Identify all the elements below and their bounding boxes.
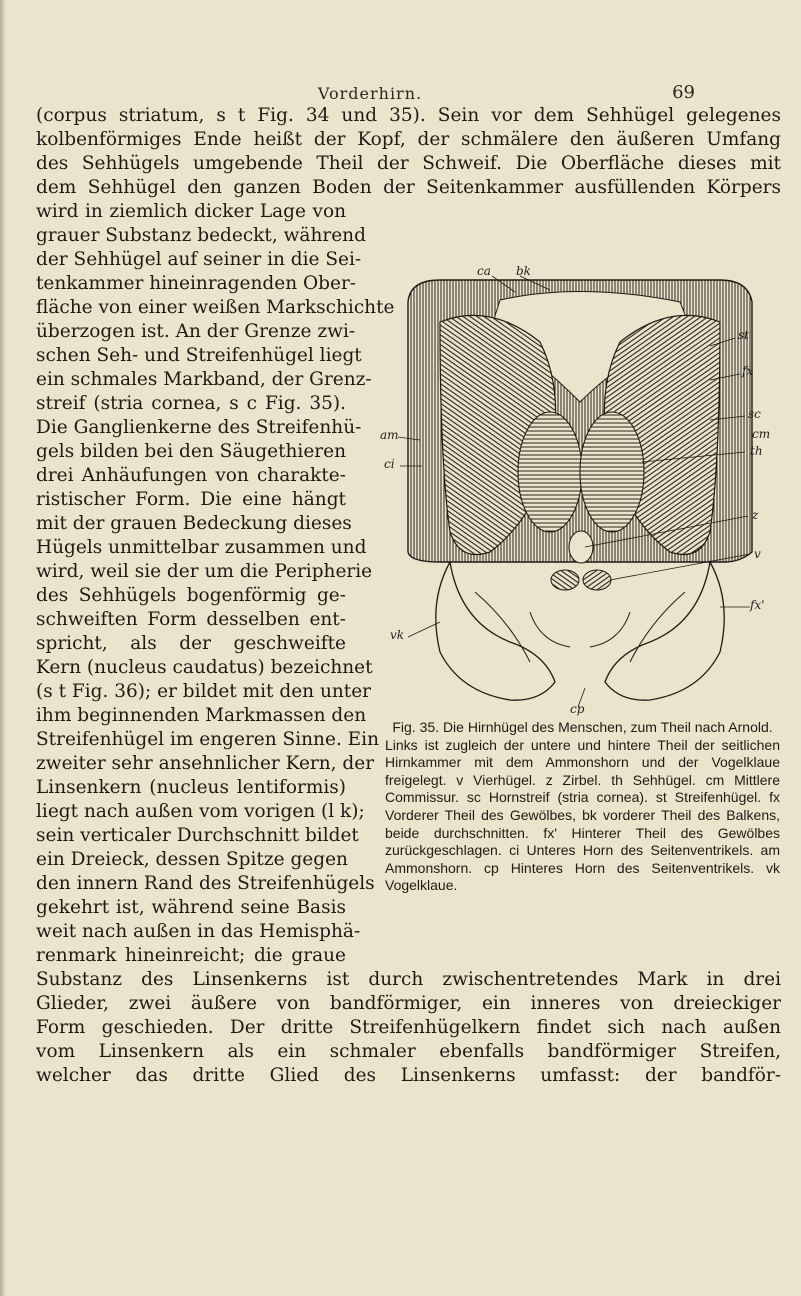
label-ci: ci (384, 457, 395, 471)
caption-head: Fig. 35. Die Hirnhügel des Menschen, zum Theil nach Arnold. (392, 719, 773, 735)
text-line: ein Dreieck, dessen Spitze gegen (36, 849, 348, 870)
text-line: Die Ganglienkerne des Streifenhü- (36, 417, 362, 438)
text-line: spricht, als der geschweifte (36, 633, 346, 654)
text-line: welcher das dritte Glied des Linsenkerns umfasst: der bandför- (36, 1065, 781, 1086)
label-th: th (750, 444, 763, 458)
text-line: ihm beginnenden Markmassen den (36, 705, 367, 726)
text-line: ristischer Form. Die eine hängt (36, 489, 346, 510)
text-line: des Sehhügels umgebende Theil der Schweif. Die Oberfläche dieses mit (36, 153, 781, 174)
label-vk: vk (390, 628, 405, 642)
text-line: des Sehhügels bogenförmig ge- (36, 585, 346, 606)
text-line: weit nach außen in das Hemisphä- (36, 921, 361, 942)
text-line: überzogen ist. An der Grenze zwi- (36, 321, 356, 342)
text-line: gels bilden bei den Säugethieren (36, 441, 346, 462)
text-line: Hügels unmittelbar zusammen und (36, 537, 367, 558)
label-sc: sc (748, 407, 761, 421)
text-line: vom Linsenkern als ein schmaler ebenfalls bandförmiger Streifen, (36, 1041, 781, 1062)
text-line: sein verticaler Durchschnitt bildet (36, 825, 359, 846)
label-z: z (752, 508, 759, 522)
caption-body: Links ist zugleich der untere und hintere Theil der seitlichen Hirnkammer mit dem Ammonshorn und der Vogelklaue freigelegt. v Vierhügel. z Zirbel. th Sehhügel. cm Mittlere Commissur. sc Hornstreif (stria cornea). st Streifenhügel. fx Vorderer Theil des Gewölbes, bk vorderer Theil des Balkens, beide durchschnitten. fx' Hinterer Theil des Gewölbes zurückgeschlagen. ci Unteres Horn des Seitenventrikels. am Ammonshorn. cp Hinteres Horn des Seitenventrikels. vk Vogelklaue. (385, 736, 780, 894)
label-ca: ca (477, 264, 491, 278)
text-line: fläche von einer weißen Markschichte (36, 297, 395, 318)
label-v: v (754, 547, 761, 561)
page-edge-shadow (0, 0, 6, 1296)
label-cp: cp (570, 702, 585, 716)
text-line: Linsenkern (nucleus lentiformis) (36, 777, 346, 798)
text-line: grauer Substanz bedeckt, während (36, 225, 366, 246)
text-line: zweiter sehr ansehnlicher Kern, der (36, 753, 375, 774)
text-line: (s t Fig. 36); er bildet mit den unter (36, 681, 372, 702)
label-bk: bk (516, 264, 531, 278)
label-cm: cm (752, 427, 771, 441)
text-line: tenkammer hineinragenden Ober- (36, 273, 357, 294)
page-number: 69 (672, 82, 695, 103)
running-head: Vorderhirn. (317, 84, 423, 103)
text-line: der Sehhügel auf seiner in die Sei- (36, 249, 362, 270)
text-line: liegt nach außen vom vorigen (l k); (36, 801, 365, 822)
text-line: den innern Rand des Streifenhügels (36, 873, 375, 894)
text-line: kolbenförmiges Ende heißt der Kopf, der schmälere den äußeren Umfang (36, 129, 781, 150)
text-line: drei Anhäufungen von charakte- (36, 465, 346, 486)
text-line: Streifenhügel im engeren Sinne. Ein (36, 729, 379, 750)
text-line: mit der grauen Bedeckung dieses (36, 513, 352, 534)
text-line: Kern (nucleus caudatus) bezeichnet (36, 657, 373, 678)
text-line: ein schmales Markband, der Grenz- (36, 369, 372, 390)
text-line: wird, weil sie der um die Peripherie (36, 561, 373, 582)
text-line: schen Seh- und Streifenhügel liegt (36, 345, 362, 366)
text-line: Substanz des Linsenkerns ist durch zwischentretendes Mark in drei (36, 969, 781, 990)
figure-caption (385, 719, 780, 895)
label-fx: fx (742, 364, 754, 378)
text-line: renmark hineinreicht; die graue (36, 945, 346, 966)
label-am: am (380, 428, 399, 442)
text-line: streif (stria cornea, s c Fig. 35). (36, 393, 346, 414)
text-line: schweiften Form desselben ent- (36, 609, 346, 630)
text-line: Form geschieden. Der dritte Streifenhügelkern findet sich nach außen (36, 1017, 781, 1038)
text-line: dem Sehhügel den ganzen Boden der Seitenkammer ausfüllenden Körpers (36, 177, 781, 198)
figure-35-brain-illustration (380, 262, 780, 714)
text-line: Glieder, zwei äußere von bandförmiger, ein inneres von dreieckiger (36, 993, 781, 1014)
label-st: st (738, 328, 749, 342)
text-line: wird in ziemlich dicker Lage von (36, 201, 346, 222)
label-fx-prime: fx' (750, 598, 765, 612)
brain-engraving (380, 262, 780, 714)
text-line: (corpus striatum, s t Fig. 34 und 35). Sein vor dem Sehhügel gelegenes (36, 105, 781, 126)
text-line: gekehrt ist, während seine Basis (36, 897, 346, 918)
